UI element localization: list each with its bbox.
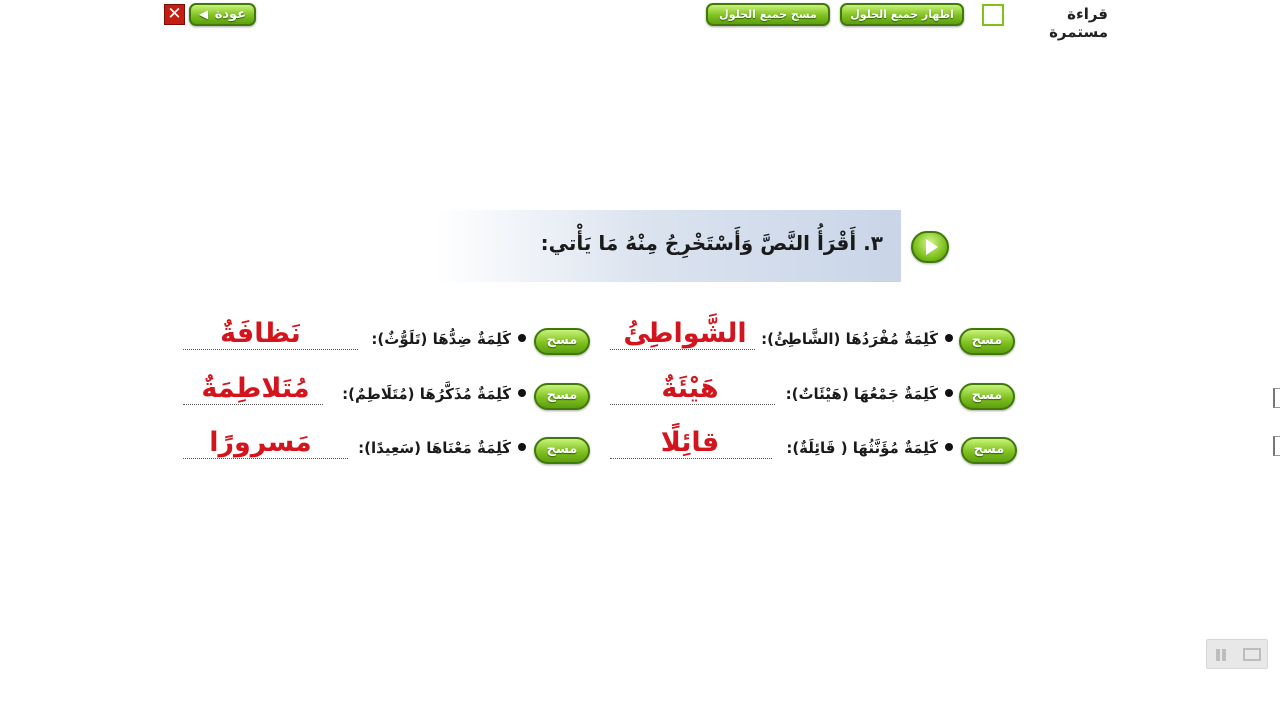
exercise-item-6 bbox=[183, 429, 591, 469]
bullet bbox=[945, 389, 953, 397]
item-prompt-3: كَلِمَةٌ جَمْعُهَا (هَيْئَاتٌ): bbox=[785, 385, 938, 403]
side-page-marker[interactable] bbox=[1273, 388, 1280, 408]
answer-line-1 bbox=[610, 349, 755, 350]
show-all-solutions-button[interactable]: اظهار جميع الحلول bbox=[840, 3, 964, 26]
play-audio-button[interactable] bbox=[911, 231, 949, 263]
bullet bbox=[945, 443, 953, 451]
close-button[interactable] bbox=[164, 4, 185, 25]
bullet bbox=[518, 389, 526, 397]
clear-answer-button-4[interactable]: مسح bbox=[534, 383, 590, 410]
item-prompt-6: كَلِمَةٌ مَعْنَاهَا (سَعِيدًا): bbox=[358, 439, 511, 457]
media-controls bbox=[1206, 639, 1268, 669]
bullet bbox=[945, 334, 953, 342]
item-prompt-1: كَلِمَةٌ مُفْرَدُهَا (الشَّاطِئُ): bbox=[761, 330, 938, 348]
answer-line-4 bbox=[183, 404, 323, 405]
clear-answer-button-6[interactable]: مسح bbox=[534, 437, 590, 464]
bullet bbox=[518, 443, 526, 451]
back-button[interactable] bbox=[189, 3, 256, 26]
item-prompt-5: كَلِمَةٌ مُؤَنَّثُهَا ( قَائِلَةٌ): bbox=[786, 439, 938, 457]
arrow-left-icon: ◀ bbox=[198, 7, 209, 21]
answer-line-5 bbox=[610, 458, 772, 459]
pause-icon[interactable] bbox=[1215, 649, 1227, 661]
continuous-reading-label: قراءة مستمرة bbox=[1049, 5, 1108, 41]
exercise-item-1 bbox=[610, 320, 1018, 360]
item-answer-3[interactable]: هَيْئَةٌ bbox=[661, 373, 719, 404]
item-answer-1[interactable]: الشَّواطِئُ bbox=[623, 318, 747, 349]
screen-icon[interactable] bbox=[1243, 648, 1261, 661]
clear-answer-button-5[interactable]: مسح bbox=[961, 437, 1017, 464]
exercise-item-3 bbox=[610, 375, 1018, 415]
item-answer-6[interactable]: مَسرورًا bbox=[209, 427, 312, 458]
side-page-marker[interactable] bbox=[1273, 436, 1280, 456]
bullet bbox=[518, 334, 526, 342]
item-prompt-2: كَلِمَةٌ ضِدُّهَا (تَلَوُّثٌ): bbox=[371, 330, 511, 348]
clear-all-solutions-button[interactable]: مسح جميع الحلول bbox=[706, 3, 830, 26]
play-icon bbox=[926, 239, 938, 255]
answer-line-6 bbox=[183, 458, 348, 459]
clear-answer-button-2[interactable]: مسح bbox=[534, 328, 590, 355]
item-prompt-4: كَلِمَةٌ مُذَكَّرُهَا (مُتَلَاطِمٌ): bbox=[342, 385, 511, 403]
exercise-item-5 bbox=[610, 429, 1018, 469]
question-banner bbox=[436, 210, 901, 282]
exercise-item-2 bbox=[183, 320, 591, 360]
continuous-reading-checkbox[interactable] bbox=[982, 4, 1004, 26]
question-text: ٣. أَقْرَأُ النَّصَّ وَأَسْتَخْرِجُ مِنْهُ مَا يَأْتي: bbox=[540, 231, 883, 255]
clear-answer-button-3[interactable]: مسح bbox=[959, 383, 1015, 410]
item-answer-5[interactable]: قائِلًا bbox=[660, 427, 720, 458]
clear-answer-button-1[interactable]: مسح bbox=[959, 328, 1015, 355]
item-answer-2[interactable]: نَظافَةٌ bbox=[220, 318, 301, 349]
answer-line-2 bbox=[183, 349, 358, 350]
close-icon: ✕ bbox=[167, 4, 182, 24]
answer-line-3 bbox=[610, 404, 775, 405]
back-button-label: عودة bbox=[214, 7, 247, 22]
exercise-item-4 bbox=[183, 375, 591, 415]
item-answer-4[interactable]: مُتَلاطِمَةٌ bbox=[201, 373, 310, 404]
